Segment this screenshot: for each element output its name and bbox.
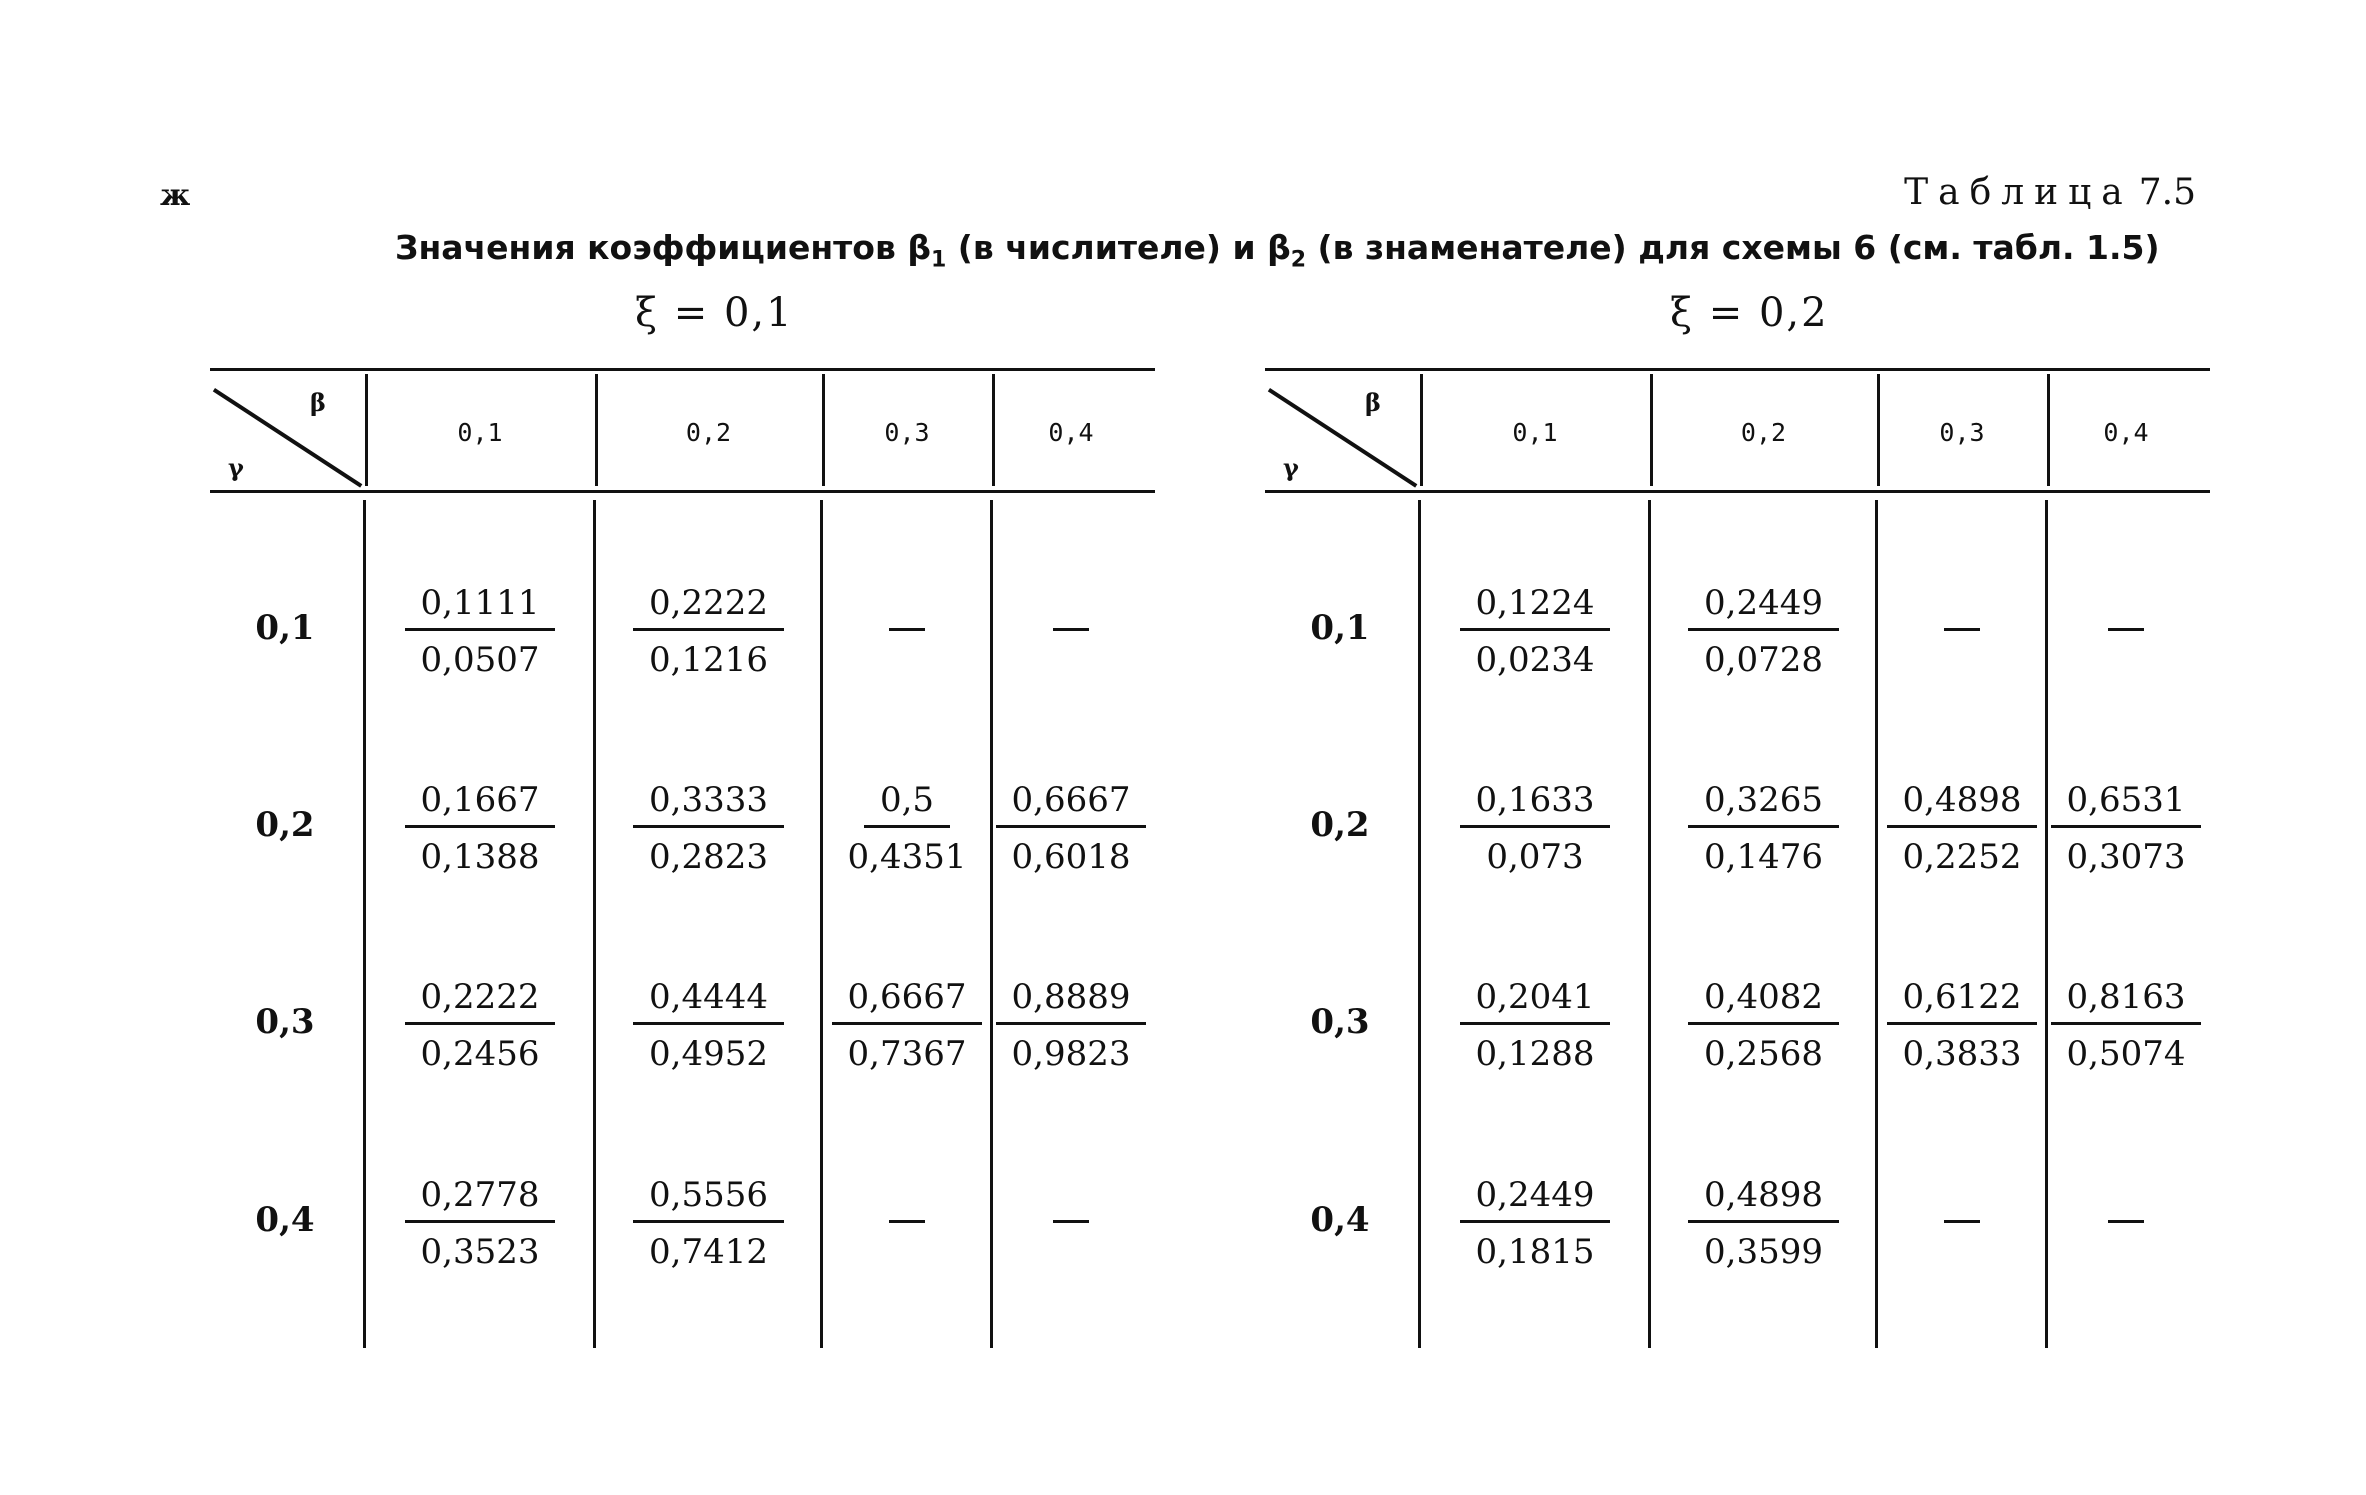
coefficient-fraction xyxy=(1650,780,1877,877)
empty-cell-dash xyxy=(1053,628,1089,631)
beta2-denominator: 0,4952 xyxy=(649,1034,768,1074)
empty-cell-dash xyxy=(2108,628,2144,631)
coefficient-fraction xyxy=(822,780,992,877)
beta1-numerator: 0,1667 xyxy=(405,783,556,828)
beta2-denominator: 0,1476 xyxy=(1704,837,1823,877)
column-rule-body xyxy=(2045,500,2048,1348)
coefficient-fraction xyxy=(1420,583,1650,680)
beta1-numerator: 0,2041 xyxy=(1460,980,1611,1025)
beta1-numerator: 0,2222 xyxy=(633,586,784,631)
empty-cell-dash xyxy=(1944,628,1980,631)
row-header-gamma: 0,3 xyxy=(1310,1002,1370,1042)
beta2-denominator: 0,1388 xyxy=(420,837,540,877)
coefficient-fraction xyxy=(365,780,595,877)
column-header-beta: 0,3 xyxy=(1939,418,1985,447)
beta1-numerator: 0,1633 xyxy=(1460,783,1611,828)
empty-cell-dash xyxy=(889,628,925,631)
beta2-denominator: 0,3599 xyxy=(1704,1232,1823,1272)
beta1-numerator: 0,1224 xyxy=(1460,586,1611,631)
row-header-gamma: 0,4 xyxy=(255,1200,315,1240)
beta2-denominator: 0,1216 xyxy=(649,640,768,680)
table-number: 7.5 xyxy=(2138,172,2196,213)
empty-cell-dash xyxy=(1053,1220,1089,1223)
table-caption xyxy=(395,228,2160,273)
coefficient-fraction xyxy=(1420,780,1650,877)
column-header-beta: 0,1 xyxy=(457,418,503,447)
beta2-denominator: 0,5074 xyxy=(2066,1034,2186,1074)
corner-beta-label: β xyxy=(1365,388,1381,417)
column-header-beta: 0,3 xyxy=(884,418,930,447)
xi-label-right: ξ = 0,2 xyxy=(1670,290,1829,336)
coefficient-fraction xyxy=(595,583,822,680)
header-top-rule xyxy=(210,368,1155,371)
row-header-gamma: 0,4 xyxy=(1310,1200,1370,1240)
header-bottom-rule xyxy=(210,490,1155,493)
beta1-numerator: 0,8163 xyxy=(2051,980,2202,1025)
beta1-numerator: 0,4898 xyxy=(1688,1178,1839,1223)
beta1-numerator: 0,2778 xyxy=(405,1178,556,1223)
beta1-numerator: 0,6531 xyxy=(2051,783,2202,828)
beta1-numerator: 0,1111 xyxy=(405,586,556,631)
empty-cell-dash xyxy=(1944,1220,1980,1223)
beta2-denominator: 0,3523 xyxy=(420,1232,540,1272)
column-header-beta: 0,4 xyxy=(1048,418,1094,447)
coefficient-fraction xyxy=(992,977,1150,1074)
beta2-denominator: 0,1815 xyxy=(1475,1232,1595,1272)
caption-part-2: (в числителе) и β xyxy=(946,228,1291,267)
column-rule-body xyxy=(990,500,993,1348)
beta2-denominator: 0,3833 xyxy=(1902,1034,2022,1074)
beta1-numerator: 0,6667 xyxy=(996,783,1147,828)
beta1-numerator: 0,6122 xyxy=(1887,980,2038,1025)
coefficient-fraction xyxy=(1877,780,2047,877)
xi-label-left: ξ = 0,1 xyxy=(635,290,794,336)
beta2-denominator: 0,4351 xyxy=(847,837,967,877)
coefficient-fraction xyxy=(1650,977,1877,1074)
empty-cell-dash xyxy=(2108,1220,2144,1223)
beta2-denominator: 0,2823 xyxy=(649,837,768,877)
coefficient-fraction xyxy=(1420,1175,1650,1272)
coefficient-fraction xyxy=(1877,977,2047,1074)
beta1-numerator: 0,8889 xyxy=(996,980,1147,1025)
coefficient-fraction xyxy=(2047,780,2205,877)
caption-part-3: (в знаменателе) для схемы 6 (см. табл. 1.5) xyxy=(1306,228,2160,267)
caption-sub-1: 1 xyxy=(930,247,947,273)
column-header-beta: 0,4 xyxy=(2103,418,2149,447)
coefficient-fraction xyxy=(992,780,1150,877)
coefficient-fraction xyxy=(1420,977,1650,1074)
beta1-numerator: 0,5 xyxy=(864,783,950,828)
empty-cell-dash xyxy=(889,1220,925,1223)
beta2-denominator: 0,073 xyxy=(1486,837,1584,877)
beta2-denominator: 0,9823 xyxy=(1011,1034,1131,1074)
column-header-beta: 0,2 xyxy=(1740,418,1787,447)
beta1-numerator: 0,2222 xyxy=(405,980,556,1025)
coefficient-fraction xyxy=(595,977,822,1074)
beta1-numerator: 0,3265 xyxy=(1688,783,1839,828)
row-header-gamma: 0,1 xyxy=(1310,608,1370,648)
beta2-denominator: 0,2252 xyxy=(1902,837,2022,877)
beta2-denominator: 0,2456 xyxy=(420,1034,540,1074)
coefficient-fraction xyxy=(1650,1175,1877,1272)
row-header-gamma: 0,2 xyxy=(255,805,315,845)
header-bottom-rule xyxy=(1265,490,2210,493)
column-header-beta: 0,1 xyxy=(1512,418,1558,447)
coefficient-fraction xyxy=(2047,977,2205,1074)
coefficient-table-xi-0-1 xyxy=(210,368,1155,1353)
beta2-denominator: 0,7367 xyxy=(847,1034,967,1074)
beta2-denominator: 0,0507 xyxy=(420,640,540,680)
beta1-numerator: 0,3333 xyxy=(633,783,784,828)
beta2-denominator: 0,1288 xyxy=(1475,1034,1595,1074)
header-top-rule xyxy=(1265,368,2210,371)
corner-beta-label: β xyxy=(310,388,326,417)
beta1-numerator: 0,2449 xyxy=(1688,586,1839,631)
coefficient-fraction xyxy=(365,583,595,680)
row-header-gamma: 0,3 xyxy=(255,1002,315,1042)
caption-sub-2: 2 xyxy=(1290,247,1307,273)
row-header-gamma: 0,2 xyxy=(1310,805,1370,845)
table-label-text: Таблица xyxy=(1904,172,2133,213)
beta1-numerator: 0,4444 xyxy=(633,980,784,1025)
beta1-numerator: 0,5556 xyxy=(633,1178,784,1223)
corner-gamma-label: γ xyxy=(1283,453,1299,482)
beta2-denominator: 0,0234 xyxy=(1475,640,1595,680)
coefficient-fraction xyxy=(595,1175,822,1272)
beta1-numerator: 0,4898 xyxy=(1887,783,2038,828)
beta1-numerator: 0,4082 xyxy=(1688,980,1839,1025)
caption-part-1: Значения коэффициентов β xyxy=(395,228,931,267)
table-label xyxy=(1904,172,2196,213)
row-header-gamma: 0,1 xyxy=(255,608,315,648)
beta1-numerator: 0,6667 xyxy=(832,980,983,1025)
page-number: ж xyxy=(160,178,191,213)
corner-gamma-label: γ xyxy=(228,453,244,482)
column-header-beta: 0,2 xyxy=(685,418,732,447)
coefficient-fraction xyxy=(822,977,992,1074)
coefficient-fraction xyxy=(365,1175,595,1272)
beta2-denominator: 0,2568 xyxy=(1704,1034,1823,1074)
coefficient-fraction xyxy=(365,977,595,1074)
beta2-denominator: 0,7412 xyxy=(649,1232,768,1272)
coefficient-fraction xyxy=(595,780,822,877)
beta1-numerator: 0,2449 xyxy=(1460,1178,1611,1223)
beta2-denominator: 0,6018 xyxy=(1011,837,1131,877)
coefficient-table-xi-0-2 xyxy=(1265,368,2210,1353)
beta2-denominator: 0,0728 xyxy=(1704,640,1823,680)
coefficient-fraction xyxy=(1650,583,1877,680)
beta2-denominator: 0,3073 xyxy=(2066,837,2186,877)
